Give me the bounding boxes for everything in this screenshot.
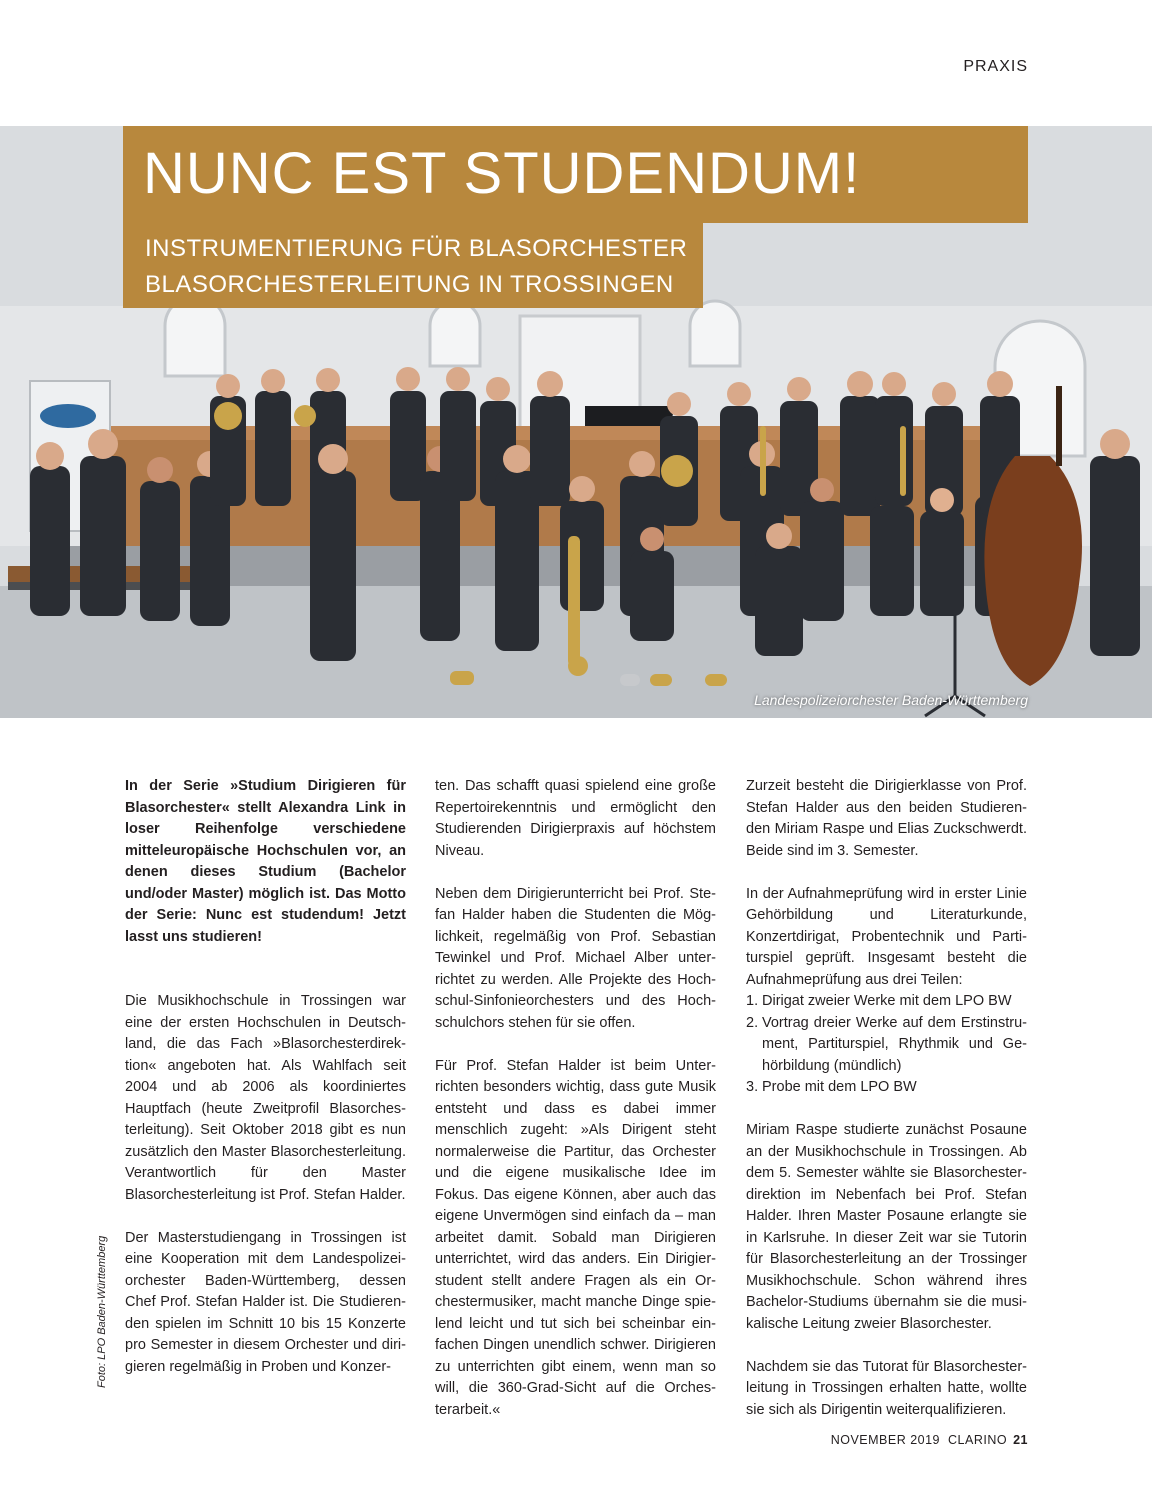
body-paragraph: Miriam Raspe studierte zunächst Posaune an der Musikhochschule in Trossingen. Ab dem 5. Semester wählte sie Blasorchesterdirektion im Nebenfach bei Prof. Stefan Halder. Ihren Master Posaune erlangte sie in Karlsruhe. In dieser Zeit war sie Tutorin für Blasorchesterleitung an der Trossinger Musikhochschule. Schon während ihres Bachelor-Studiums übernahm sie die musikalische Leitung zweier Blasorchester. bbox=[746, 1122, 1027, 1332]
body-paragraph: Die Musikhochschule in Trossingen war eine der ersten Hochschulen in Deutschland, die das Fach »Blasorchesterdirektion« angeboten hat. Als Wahlfach seit 2004 und ab 2006 als koordiniertes Hauptfach (heute Zweitprofil Blasorchesterleitung). Seit Oktober 2018 gibt es nun zusätzlich den Master Blasorchesterleitung. Verantwortlich für den Master Blasorchesterleitung ist Prof. Stefan Halder. bbox=[125, 993, 406, 1203]
body-paragraph: Für Prof. Stefan Halder ist beim Unterrichten besonders wichtig, dass gute Musik entsteht und dass es dabei immer menschlich zugeht: »Als Dirigent steht normalerweise die Partitur, das Orchester und die eigene musikalische Idee im Fokus. Das eigene Können, aber auch das eigene Unvermögen sind einfach da – man arbeitet damit. Sobald man Dirigieren unterrichtet, wird das anders. Ein Dirigierstudent stellt andere Fragen als ein Orchestermusiker, macht manche Dinge spielend leicht und tut sich bei scheinbar einfachen Dingen unendlich schwer. Dirigieren zu unterrichten gibt einem, wenn man so will, die 360-Grad-Sicht auf die Orchesterarbeit.« bbox=[435, 1057, 716, 1418]
list-number: 3. bbox=[746, 1079, 759, 1095]
magazine-name: CLARINO bbox=[948, 1433, 1008, 1447]
column-3 bbox=[746, 776, 1027, 1443]
list-text: Probe mit dem LPO BW bbox=[762, 1079, 917, 1095]
issue-date: NOVEMBER 2019 bbox=[830, 1433, 941, 1447]
list-text: Dirigat zweier Werke mit dem LPO BW bbox=[762, 993, 1012, 1009]
exam-list bbox=[746, 991, 1027, 1099]
article-subtitle-line1: INSTRUMENTIERUNG FÜR BLASORCHESTER bbox=[145, 235, 688, 262]
article-subtitle-line2: BLASORCHESTERLEITUNG IN TROSSINGEN bbox=[145, 271, 674, 298]
photo-credit: Foto: LPO Baden-Württemberg bbox=[96, 1235, 108, 1388]
column-1 bbox=[125, 776, 406, 1400]
list-number: 2. bbox=[746, 1014, 759, 1031]
body-paragraph: ten. Das schafft quasi spielend eine große Repertoirekenntnis und ermöglicht den Studierenden Dirigierpraxis auf höchstem Niveau. bbox=[435, 778, 716, 859]
body-paragraph: Der Masterstudiengang in Trossingen ist eine Kooperation mit dem Landespolizeiorchester Baden-Württemberg, dessen Chef Prof. Stefan Halder ist. Die Studierenden spielen im Schnitt 10 bis 15 Konzerte pro Semester in diesem Orchester und dirigieren regelmäßig in Proben und Konzer- bbox=[125, 1229, 406, 1375]
list-item bbox=[746, 1013, 1027, 1078]
body-paragraph: Nachdem sie das Tutorat für Blasorchesterleitung in Trossingen erhalten hatte, wollte sie sich als Dirigentin weiterqualifizieren. bbox=[746, 1358, 1027, 1418]
intro-paragraph: In der Serie »Studium Dirigieren für Blasorchester« stellt Alexandra Link in loser Reihenfolge verschiedene mitteleuropäische Hochschulen vor, an denen dieses Studium (Bachelor und/oder Master) möglich ist. Das Motto der Serie: Nunc est studendum! Jetzt lasst uns studieren! bbox=[125, 778, 406, 945]
photo-caption: Landespolizeiorchester Baden-Württemberg bbox=[754, 692, 1028, 708]
body-paragraph: Neben dem Dirigierunterricht bei Prof. Stefan Halder haben die Studenten die Möglichkeit, regelmäßig von Prof. Sebastian Tewinkel und Prof. Michael Alber unterrichtet zu werden. Alle Projekte des Hochschul-Sinfonieorchesters und des Hochschulchors stehen für sie offen. bbox=[435, 885, 716, 1031]
column-2 bbox=[435, 776, 716, 1443]
page-number: 21 bbox=[1013, 1433, 1028, 1447]
article-title: NUNC EST STUDENDUM! bbox=[143, 141, 861, 206]
list-number: 1. bbox=[746, 993, 759, 1009]
list-text: Vortrag dreier Werke auf dem Erstinstrument, Partiturspiel, Rhythmik und Gehörbildung (mündlich) bbox=[762, 1014, 1027, 1074]
list-item bbox=[746, 991, 1027, 1013]
body-paragraph: Zurzeit besteht die Dirigierklasse von Prof. Stefan Halder aus den beiden Studierenden Miriam Raspe und Elias Zuckschwerdt. Beide sind im 3. Semester. bbox=[746, 778, 1027, 859]
section-label: PRAXIS bbox=[963, 58, 1028, 75]
list-item bbox=[746, 1077, 1027, 1099]
page-footer bbox=[831, 1433, 1028, 1447]
body-paragraph: In der Aufnahmeprüfung wird in erster Linie Gehörbildung und Literaturkunde, Konzertdirigat, Probentechnik und Partiturspiel geprüft. Insgesamt besteht die Aufnahmeprüfung aus drei Teilen: bbox=[746, 885, 1027, 988]
